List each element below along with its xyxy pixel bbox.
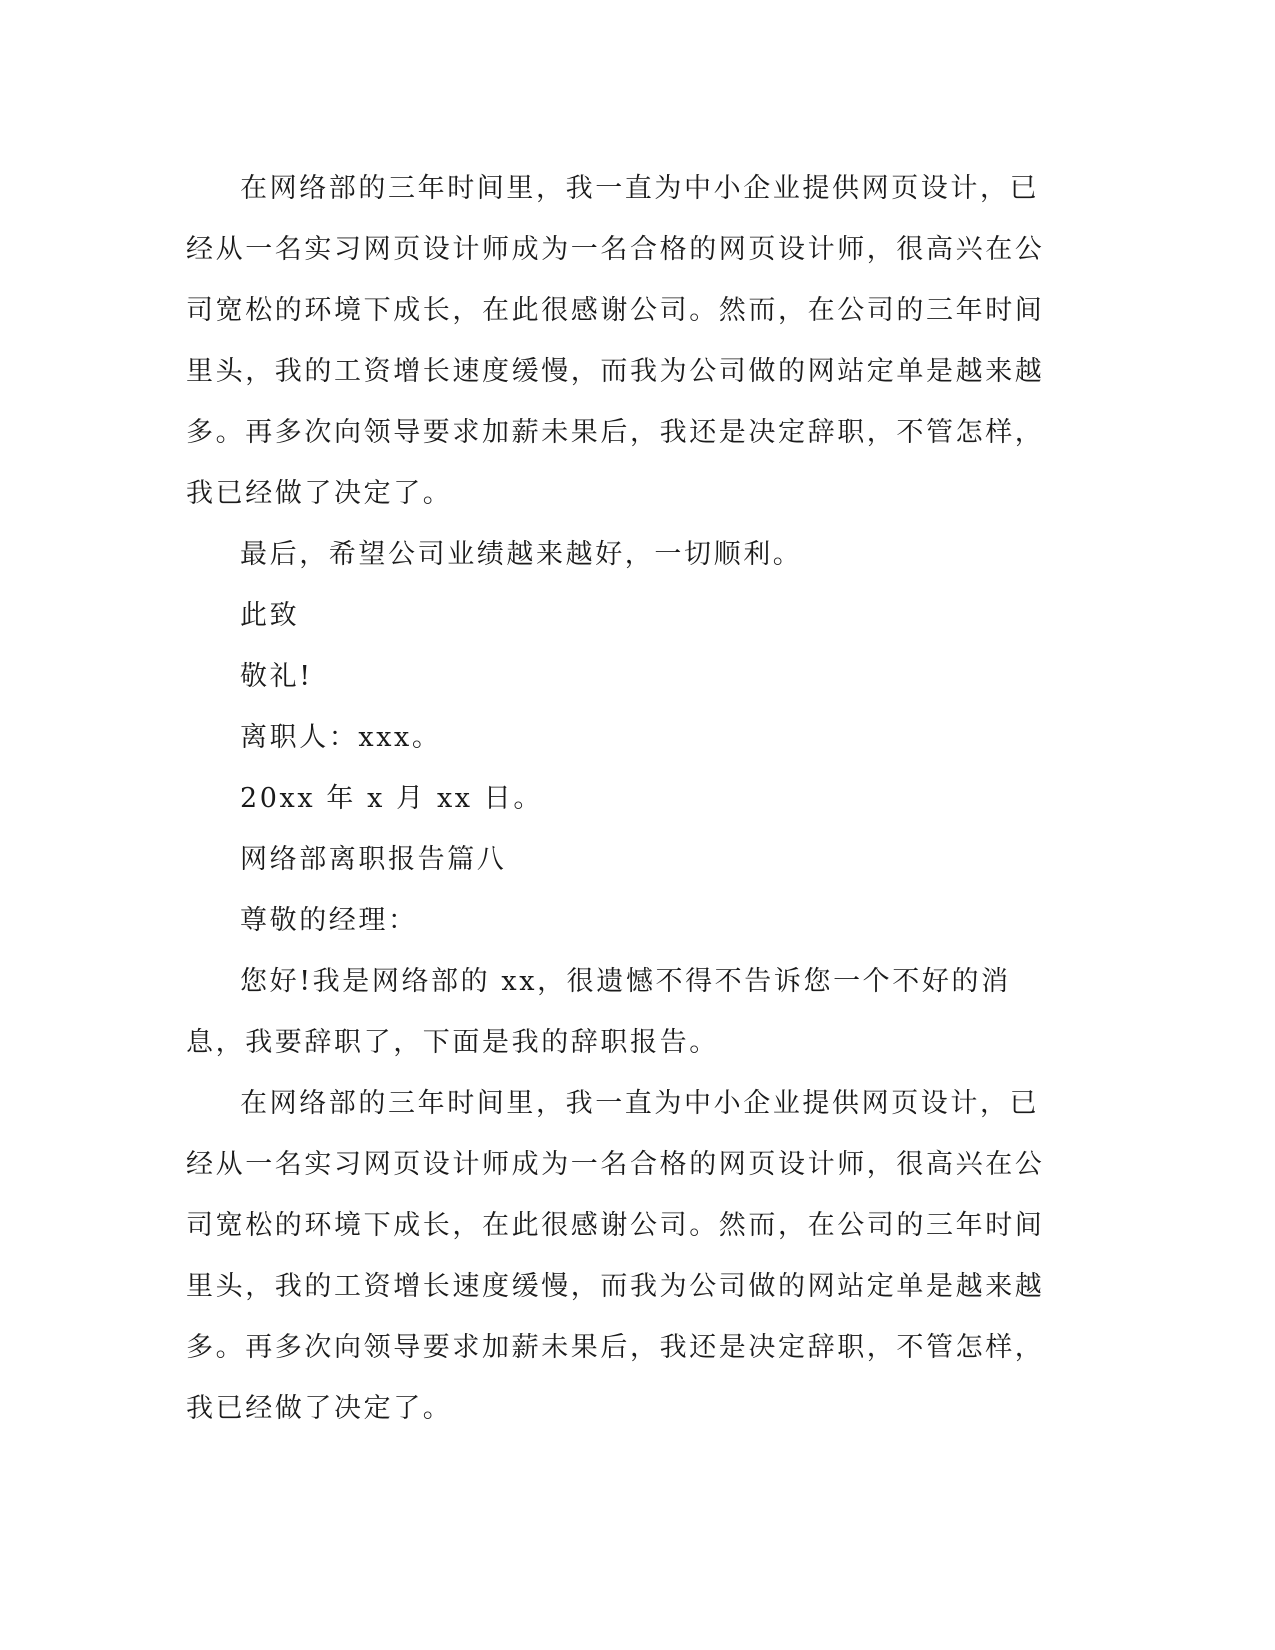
greeting-line: 尊敬的经理： <box>240 905 418 936</box>
signature-line: 离职人：xxx。 <box>240 722 442 753</box>
paragraph-reason: 在网络部的三年时间里，我一直为中小企业提供网页设计，已经从一名实习网页设计师成为一名合格的网页设计师，很高兴在公司宽松的环境下成长，在此很感谢公司。然而，在公司的三年时间里头，我的工资增长速度缓慢，而我为公司做的网站定单是越来越多。再多次向领导要求加薪未果后，我还是决定辞职，不管怎样，我已经做了决定了。 <box>186 173 1045 509</box>
paragraph-reason-repeat: 在网络部的三年时间里，我一直为中小企业提供网页设计，已经从一名实习网页设计师成为一名合格的网页设计师，很高兴在公司宽松的环境下成长，在此很感谢公司。然而，在公司的三年时间里头，我的工资增长速度缓慢，而我为公司做的网站定单是越来越多。再多次向领导要求加薪未果后，我还是决定辞职，不管怎样，我已经做了决定了。 <box>186 1088 1045 1424</box>
section-title: 网络部离职报告篇八 <box>240 844 507 875</box>
closing-salutation: 此致 <box>240 600 300 631</box>
document-body <box>186 158 1066 1439</box>
date-line: 20xx 年 x 月 xx 日。 <box>240 783 544 814</box>
paragraph-intro: 您好!我是网络部的 xx，很遗憾不得不告诉您一个不好的消息，我要辞职了，下面是我的辞职报告。 <box>186 966 1011 1058</box>
closing-regards: 敬礼! <box>240 661 313 692</box>
paragraph-wishes: 最后，希望公司业绩越来越好，一切顺利。 <box>240 539 803 570</box>
